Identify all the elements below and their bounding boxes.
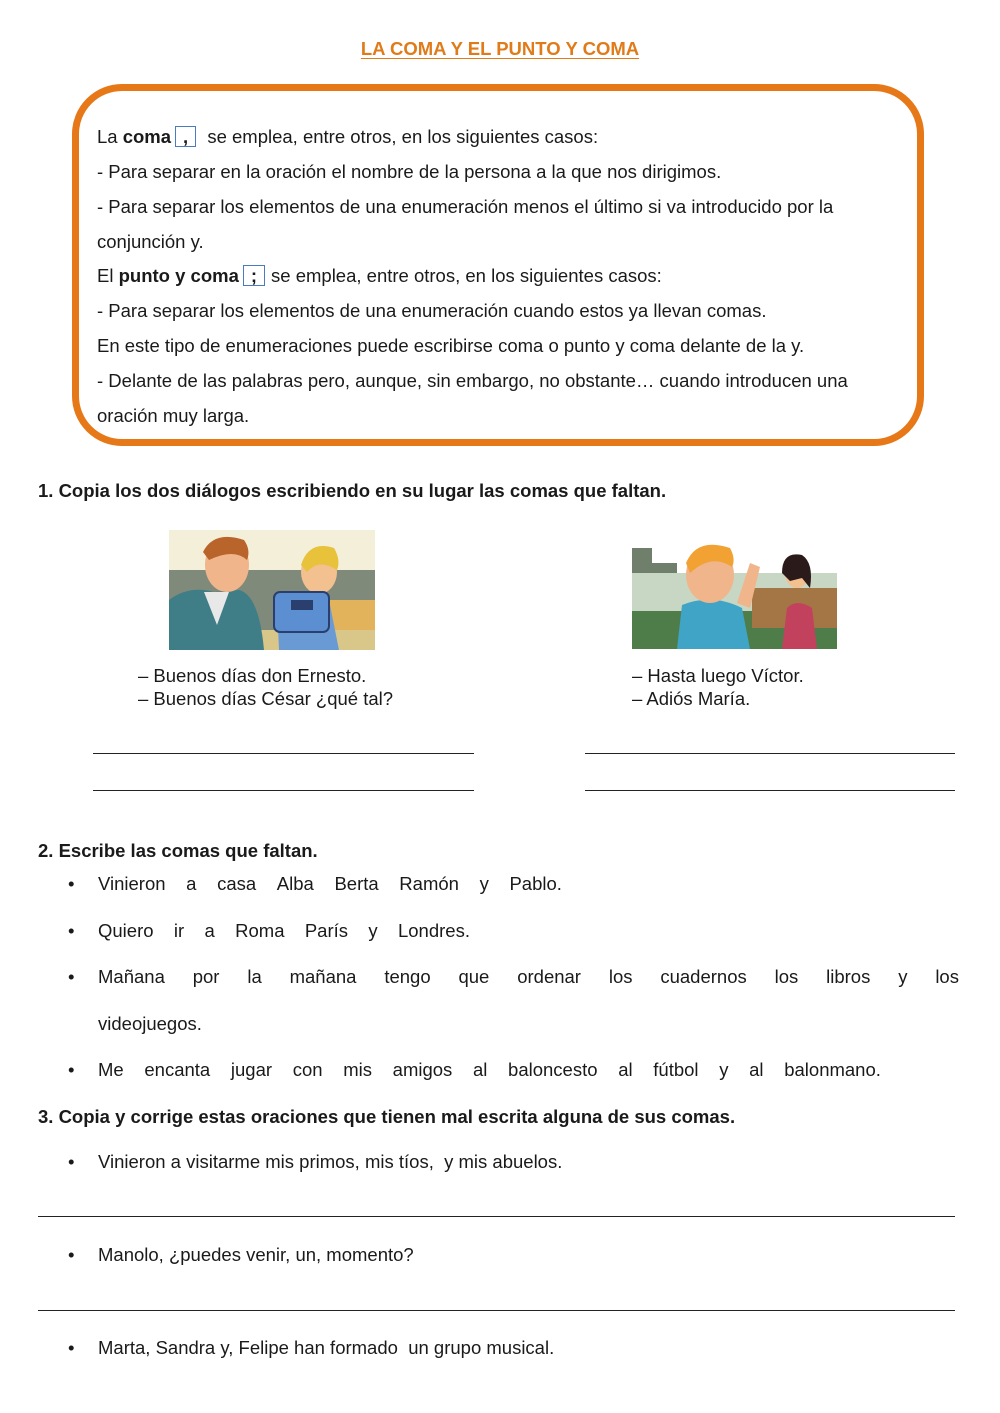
word: los [774, 966, 799, 987]
word: a [204, 920, 215, 941]
dialogue-left-line-1: – Buenos días don Ernesto. [138, 665, 367, 686]
exercise3-item: Marta, Sandra y, Felipe han formado un grupo musical. [98, 1337, 555, 1358]
exercise3-item: Vinieron a visitarme mis primos, mis tíos, y mis abuelos. [98, 1151, 563, 1172]
dialogue-right-line-1: – Hasta luego Víctor. [632, 665, 804, 686]
word: tengo [384, 966, 431, 987]
bullet: • [68, 1244, 75, 1265]
bullet: • [68, 966, 75, 987]
exercise2-item [98, 873, 562, 895]
word: ir [173, 920, 185, 941]
coma-intro-pre: La [97, 126, 118, 147]
page-title: LA COMA Y EL PUNTO Y COMA [360, 38, 640, 59]
pyc-intro-post: se emplea, entre otros, en los siguientes casos: [271, 265, 662, 286]
bullet: • [68, 1151, 75, 1172]
word: y [719, 1059, 729, 1080]
word: Vinieron [98, 873, 166, 894]
word: los [935, 966, 959, 987]
word: encanta [144, 1059, 211, 1080]
word: Berta [334, 873, 379, 894]
coma-case-2a: - Para separar los elementos de una enumeración menos el último si va introducido por la [97, 196, 834, 217]
word: Quiero [98, 920, 154, 941]
word: ordenar [517, 966, 581, 987]
exercise2-item [98, 1059, 881, 1081]
word: Mañana [98, 966, 165, 987]
word: Ramón [399, 873, 459, 894]
answer-line[interactable] [93, 753, 474, 754]
coma-case-1: - Para separar en la oración el nombre de la persona a la que nos dirigimos. [97, 161, 722, 182]
answer-line[interactable] [38, 1216, 955, 1217]
word: la [247, 966, 262, 987]
coma-case-2b: conjunción y. [97, 231, 204, 252]
answer-line[interactable] [585, 790, 955, 791]
answer-line[interactable] [93, 790, 474, 791]
word: Alba [276, 873, 314, 894]
bullet: • [68, 1059, 75, 1080]
word: Londres. [397, 920, 470, 941]
bullet: • [68, 873, 75, 894]
word: a [186, 873, 197, 894]
coma-word: coma [122, 126, 172, 147]
word: por [192, 966, 220, 987]
pyc-mark: ; [243, 265, 265, 286]
illustration-office-dialogue [169, 530, 375, 650]
word: baloncesto [508, 1059, 598, 1080]
word: casa [217, 873, 257, 894]
word: Me [98, 1059, 124, 1080]
word: Roma [235, 920, 285, 941]
pyc-word: punto y coma [118, 265, 239, 286]
pyc-case-1: - Para separar los elementos de una enumeración cuando estos ya llevan comas. [97, 300, 767, 321]
exercise2-title: 2. Escribe las comas que faltan. [38, 840, 318, 861]
answer-line[interactable] [38, 1310, 955, 1311]
word: al [618, 1059, 633, 1080]
word: al [472, 1059, 488, 1080]
bullet: • [68, 920, 75, 941]
word: que [458, 966, 490, 987]
word: y [368, 920, 378, 941]
coma-mark: , [175, 126, 196, 147]
word: Pablo. [509, 873, 562, 894]
exercise3-item: Manolo, ¿puedes venir, un, momento? [98, 1244, 414, 1265]
coma-intro-post: se emplea, entre otros, en los siguientes casos: [207, 126, 599, 147]
word: París [304, 920, 349, 941]
dialogue-right-line-2: – Adiós María. [632, 688, 751, 709]
exercise1-title: 1. Copia los dos diálogos escribiendo en su lugar las comas que faltan. [38, 480, 667, 501]
word: con [292, 1059, 323, 1080]
pyc-intro [97, 265, 662, 287]
word: balonmano. [784, 1059, 881, 1080]
word: y [479, 873, 489, 894]
exercise3-title: 3. Copia y corrige estas oraciones que tienen mal escrita alguna de sus comas. [38, 1106, 736, 1127]
word: amigos [392, 1059, 453, 1080]
illustration-farewell-dialogue [632, 533, 837, 649]
pyc-case-2b: oración muy larga. [97, 405, 250, 426]
word: libros [826, 966, 871, 987]
word: y [898, 966, 908, 987]
word: cuadernos [660, 966, 747, 987]
word: fútbol [653, 1059, 699, 1080]
word: mañana [289, 966, 357, 987]
pyc-case-1-note: En este tipo de enumeraciones puede escribirse coma o punto y coma delante de la y. [97, 335, 805, 356]
word: mis [343, 1059, 372, 1080]
dialogue-left-line-2: – Buenos días César ¿qué tal? [138, 688, 394, 709]
pyc-intro-pre: El [97, 265, 114, 286]
word: jugar [230, 1059, 273, 1080]
coma-intro [97, 126, 598, 148]
bullet: • [68, 1337, 75, 1358]
word: al [749, 1059, 764, 1080]
pyc-case-2a: - Delante de las palabras pero, aunque, sin embargo, no obstante… cuando introducen una [97, 370, 848, 391]
word: los [608, 966, 633, 987]
exercise2-item-continuation: videojuegos. [98, 1013, 202, 1034]
exercise2-item [98, 920, 470, 942]
answer-line[interactable] [585, 753, 955, 754]
exercise2-item [98, 966, 959, 988]
